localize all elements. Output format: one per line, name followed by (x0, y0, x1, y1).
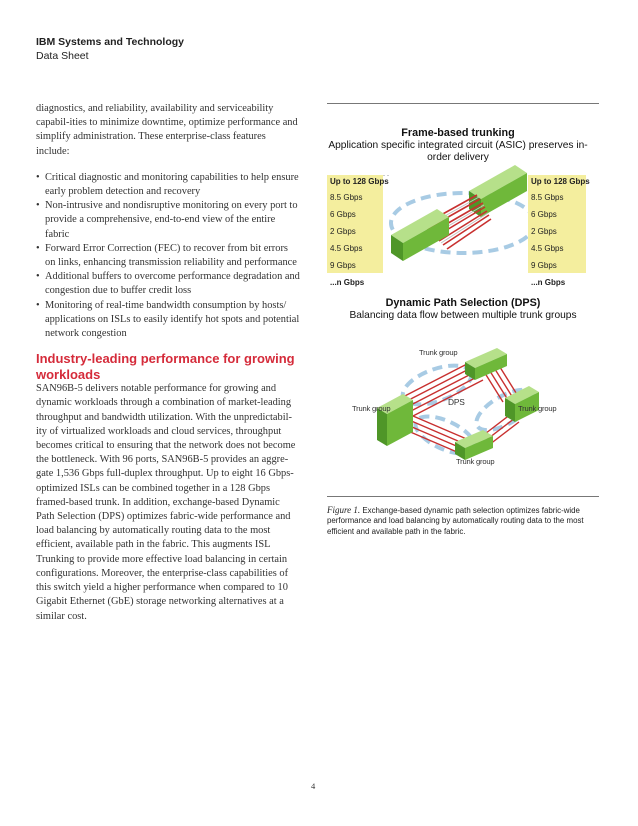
spec-row: 2 Gbps (531, 227, 557, 236)
list-item: • Monitoring of real-time bandwidth consumption by hosts/ applications on ISLs to easily identify hot spots and potential network congestion (36, 299, 300, 342)
figure-top-rule (327, 103, 599, 104)
figure-bottom-rule (327, 496, 599, 497)
intro-paragraph: diagnostics, and reliability, availability and serviceability capabil-ities to minimize downtime, optimize performance and simplify administration. These enterprise-class features include: (36, 103, 298, 157)
performance-paragraph: SAN96B-5 delivers notable performance for growing and dynamic workloads through a combination of market-leading throughput and bandwidth utilization. With the unpredictabil-ity of virtualized workloads and cloud services, throughput becomes critical to ensuring that the network does not become the bottleneck. With 96 ports, SAN96B-5 provides an aggre-gate 1,536 Gbps full-duplex throughput. Up to eight 16 Gbps-optimized ISLs can be combined together in a 128 Gbps framed-based trunk. In addition, exchange-based Dynamic Path Selection (DPS) optimizes fabric-wide performance and load balancing by automatically routing data to the most efficient, available path in the fabric. This augments ISL Trunking to provide more effective load balancing in certain configurations. Moreover, the enterprise-class capabilities of this switch yield a higher performance when compared to 10 Gigabit Ethernet (GbE) storage networking alternatives at a similar cost. (36, 383, 296, 622)
trunking-subtitle: Application specific integrated circuit (ASIC) preserves in-order delivery (328, 140, 588, 163)
trunking-title-block (327, 127, 589, 164)
trunking-title: Frame-based trunking (401, 127, 515, 139)
left-switch-icon (377, 394, 413, 446)
spec-row: 9 Gbps (330, 261, 356, 270)
figure-caption (327, 505, 599, 537)
list-item: • Additional buffers to overcome performance degradation and congestion due to buffer credit loss (36, 270, 300, 298)
trunk-group-label-left: Trunk group (352, 404, 391, 413)
dps-subtitle: Balancing data flow between multiple trunk groups (349, 310, 577, 321)
spec-row: 6 Gbps (330, 210, 356, 219)
spec-max-label: Up to 128 Gbps (330, 177, 389, 186)
dps-title: Dynamic Path Selection (DPS) (385, 297, 541, 309)
section-heading: Industry-leading performance for growing workloads (36, 351, 295, 382)
list-item: • Critical diagnostic and monitoring capabilities to help ensure early problem detection and recovery (36, 171, 300, 199)
document-header (36, 35, 184, 63)
page-number: 4 (311, 781, 316, 791)
feature-list (36, 171, 300, 341)
trunk-group-label-right: Trunk group (518, 404, 557, 413)
body-column (36, 102, 300, 624)
dps-center-label: DPS (448, 397, 465, 407)
left-spec-panel (327, 175, 399, 291)
spec-row: 6 Gbps (531, 210, 557, 219)
right-spec-panel (528, 175, 600, 291)
spec-row: 9 Gbps (531, 261, 557, 270)
trunk-group-label-top: Trunk group (419, 348, 458, 357)
header-title: IBM Systems and Technology (36, 36, 184, 48)
caption-label: Figure 1. (327, 505, 361, 515)
spec-max-label: Up to 128 Gbps (531, 177, 590, 186)
list-item: • Non-intrusive and nondisruptive monitoring on every port to provide a comprehensive, end-to-end view of the entire fabric (36, 199, 300, 242)
trunk-group-label-bottom: Trunk group (456, 457, 495, 466)
spec-row: ...n Gbps (531, 278, 566, 287)
spec-row: 4.5 Gbps (330, 244, 363, 253)
spec-row: 8.5 Gbps (531, 193, 564, 202)
spec-row: 4.5 Gbps (531, 244, 564, 253)
spec-row: 8.5 Gbps (330, 193, 363, 202)
spec-row: ...n Gbps (330, 278, 365, 287)
dps-title-block (327, 297, 599, 322)
caption-text: Exchange-based dynamic path selection optimizes fabric-wide performance and load balancing by automatically routing data to the most efficient and available path in the fabric. (327, 506, 584, 536)
bottom-switch-icon (455, 430, 493, 460)
header-subtitle: Data Sheet (36, 50, 89, 62)
list-item: • Forward Error Correction (FEC) to recover from bit errors on links, enhancing transmission reliability and performance (36, 242, 300, 270)
spec-row: 2 Gbps (330, 227, 356, 236)
